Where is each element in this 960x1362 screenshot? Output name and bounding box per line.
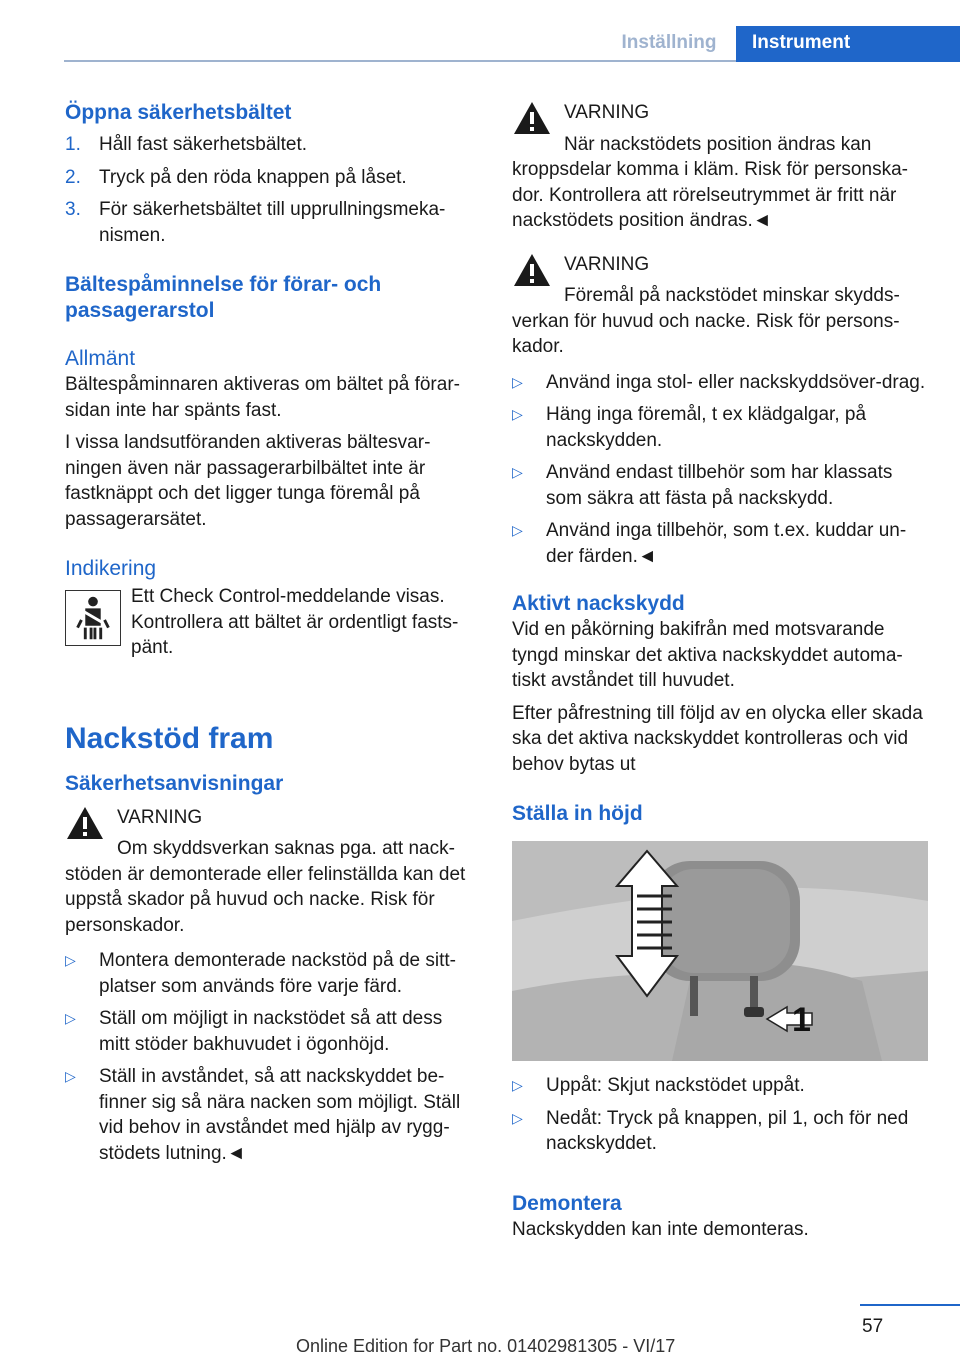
- list-item-text: Använd inga stol- eller nackskyddsöver-drag.: [546, 371, 926, 393]
- paragraph-demontera: Nackskydden kan inte demonteras.: [512, 1218, 809, 1240]
- heading-baltespaminnelse: Bältespåminnelse för förar- och passagerarstol: [65, 273, 382, 322]
- bullet-marker: ▷: [65, 1010, 76, 1026]
- right-column: [512, 100, 928, 1242]
- footer-rule: [860, 1304, 960, 1306]
- heading-sakerhetsanvisningar: Säkerhetsanvisningar: [65, 771, 284, 795]
- seatbelt-warning-icon: [65, 590, 121, 646]
- step-number: 1.: [65, 134, 81, 155]
- warning-text: När nackstödets position ändras kan kroppsdelar komma i kläm. Risk för personska-dor. Kontrollera att rörelseutrymmet är fritt när nackstödets position ändras.◄: [512, 133, 908, 231]
- list-item-text: Använd endast tillbehör som har klassats som säkra att fästa på nackskydd.: [546, 462, 893, 509]
- tab-instrument[interactable]: Instrument: [736, 26, 960, 62]
- bullet-marker: ▷: [512, 522, 523, 538]
- list-item-text: Ställ om möjligt in nackstödet så att dess mitt stöder bakhuvudet i ögonhöjd.: [99, 1008, 443, 1055]
- paragraph-aktivt-2: Efter påfrestning till följd av en olycka eller skada ska det aktiva nackskyddet kontrolleras och vid behov bytas ut: [512, 702, 923, 775]
- paragraph-aktivt-1: Vid en påkörning bakifrån med motsvarande tyngd minskar det aktiva nackskyddet automa-tiskt avståndet till huvudet.: [512, 619, 903, 691]
- list-item-text: Montera demonterade nackstöd på de sitt-platser som används före varje färd.: [99, 950, 456, 997]
- warning-text: Om skyddsverkan saknas pga. att nack-stöden är demonterade eller felinställda kan det uppstå skador på huvud och nacke. Risk för personskador.: [65, 838, 466, 936]
- bullet-marker: ▷: [512, 406, 523, 422]
- step-item: [65, 165, 477, 191]
- heading-allmant: Allmänt: [65, 347, 136, 370]
- warning-block: [65, 805, 477, 939]
- paragraph-allmant-2: I vissa landsutföranden aktiveras bältesvar-ningen även när passagerarbilbältet inte är fastknäppt och det ligger tunga föremål på passagerarsätet.: [65, 432, 431, 530]
- heading-indikering: Indikering: [65, 557, 157, 580]
- warning-triangle-icon: [512, 100, 552, 136]
- left-column: [65, 100, 477, 1166]
- list-item: [512, 1106, 928, 1157]
- warning-label: VARNING: [117, 806, 203, 828]
- warning-triangle-icon: [65, 805, 105, 841]
- list-item: [512, 402, 928, 453]
- list-item-text: Använd inga tillbehör, som t.ex. kuddar un-der färden.◄: [546, 520, 907, 567]
- list-item-text: Ställ in avståndet, så att nackskyddet be-finner sig så nära nacken som möjligt. Ställ vid behov in avståndet med hjälp av rygg-stödets lutning.◄: [99, 1066, 461, 1164]
- headrest-adjustment-photo: [512, 841, 928, 1061]
- heading-nackstod-fram: Nackstöd fram: [65, 721, 274, 755]
- bullet-marker: ▷: [512, 464, 523, 480]
- step-text: För säkerhetsbältet till upprullningsmeka-nismen.: [99, 199, 446, 246]
- warning-label: VARNING: [564, 253, 650, 275]
- list-item: [512, 518, 928, 569]
- step-number: 2.: [65, 166, 81, 188]
- list-item-text: Nedåt: Tryck på knappen, pil 1, och för ned nackskyddet.: [546, 1107, 909, 1154]
- warning-block: [512, 100, 928, 234]
- list-item: [65, 1006, 477, 1057]
- step-text: Tryck på den röda knappen på låset.: [99, 166, 407, 188]
- page-number: 57: [862, 1316, 884, 1337]
- list-item: [512, 460, 928, 511]
- step-item: [65, 197, 477, 248]
- photo-callout-number: 1: [792, 1001, 811, 1039]
- step-text: Håll fast säkerhetsbältet.: [99, 134, 308, 155]
- footer-edition: Online Edition for Part no. 01402981305 - VI/17: [296, 1336, 676, 1356]
- bullet-marker: ▷: [65, 952, 76, 968]
- paragraph-indikering: Ett Check Control-meddelande visas. Kontrollera att bältet är ordentligt fasts-pänt.: [131, 586, 459, 658]
- warning-block: [512, 252, 928, 360]
- list-item-text: Häng inga föremål, t ex klädgalgar, på nackskydden.: [546, 404, 867, 451]
- heading-aktivt-nackskydd: Aktivt nackskydd: [512, 592, 685, 615]
- list-item: [65, 1064, 477, 1166]
- warning-text: Föremål på nackstödet minskar skydds-verkan för huvud och nacke. Risk för persons-kador.: [512, 285, 900, 357]
- bullet-marker: ▷: [512, 1109, 523, 1126]
- step-item: [65, 132, 477, 158]
- warning-label: VARNING: [564, 102, 650, 123]
- bullet-marker: ▷: [512, 1077, 523, 1093]
- warning-triangle-icon: [512, 252, 552, 288]
- list-item: [512, 370, 928, 396]
- bullet-marker: ▷: [65, 1068, 76, 1084]
- bullet-marker: ▷: [512, 373, 523, 390]
- step-number: 3.: [65, 199, 81, 220]
- heading-stalla-in-hojd: Ställa in höjd: [512, 802, 643, 825]
- paragraph-allmant-1: Bältespåminnaren aktiveras om bältet på förar-sidan inte har spänts fast.: [65, 374, 460, 421]
- tab-installning[interactable]: Inställning: [621, 32, 717, 53]
- list-item-text: Uppåt: Skjut nackstödet uppåt.: [546, 1075, 805, 1096]
- heading-demontera: Demontera: [512, 1191, 622, 1215]
- heading-oppna: Öppna säkerhetsbältet: [65, 101, 292, 124]
- list-item: [65, 948, 477, 999]
- list-item: [512, 1073, 928, 1099]
